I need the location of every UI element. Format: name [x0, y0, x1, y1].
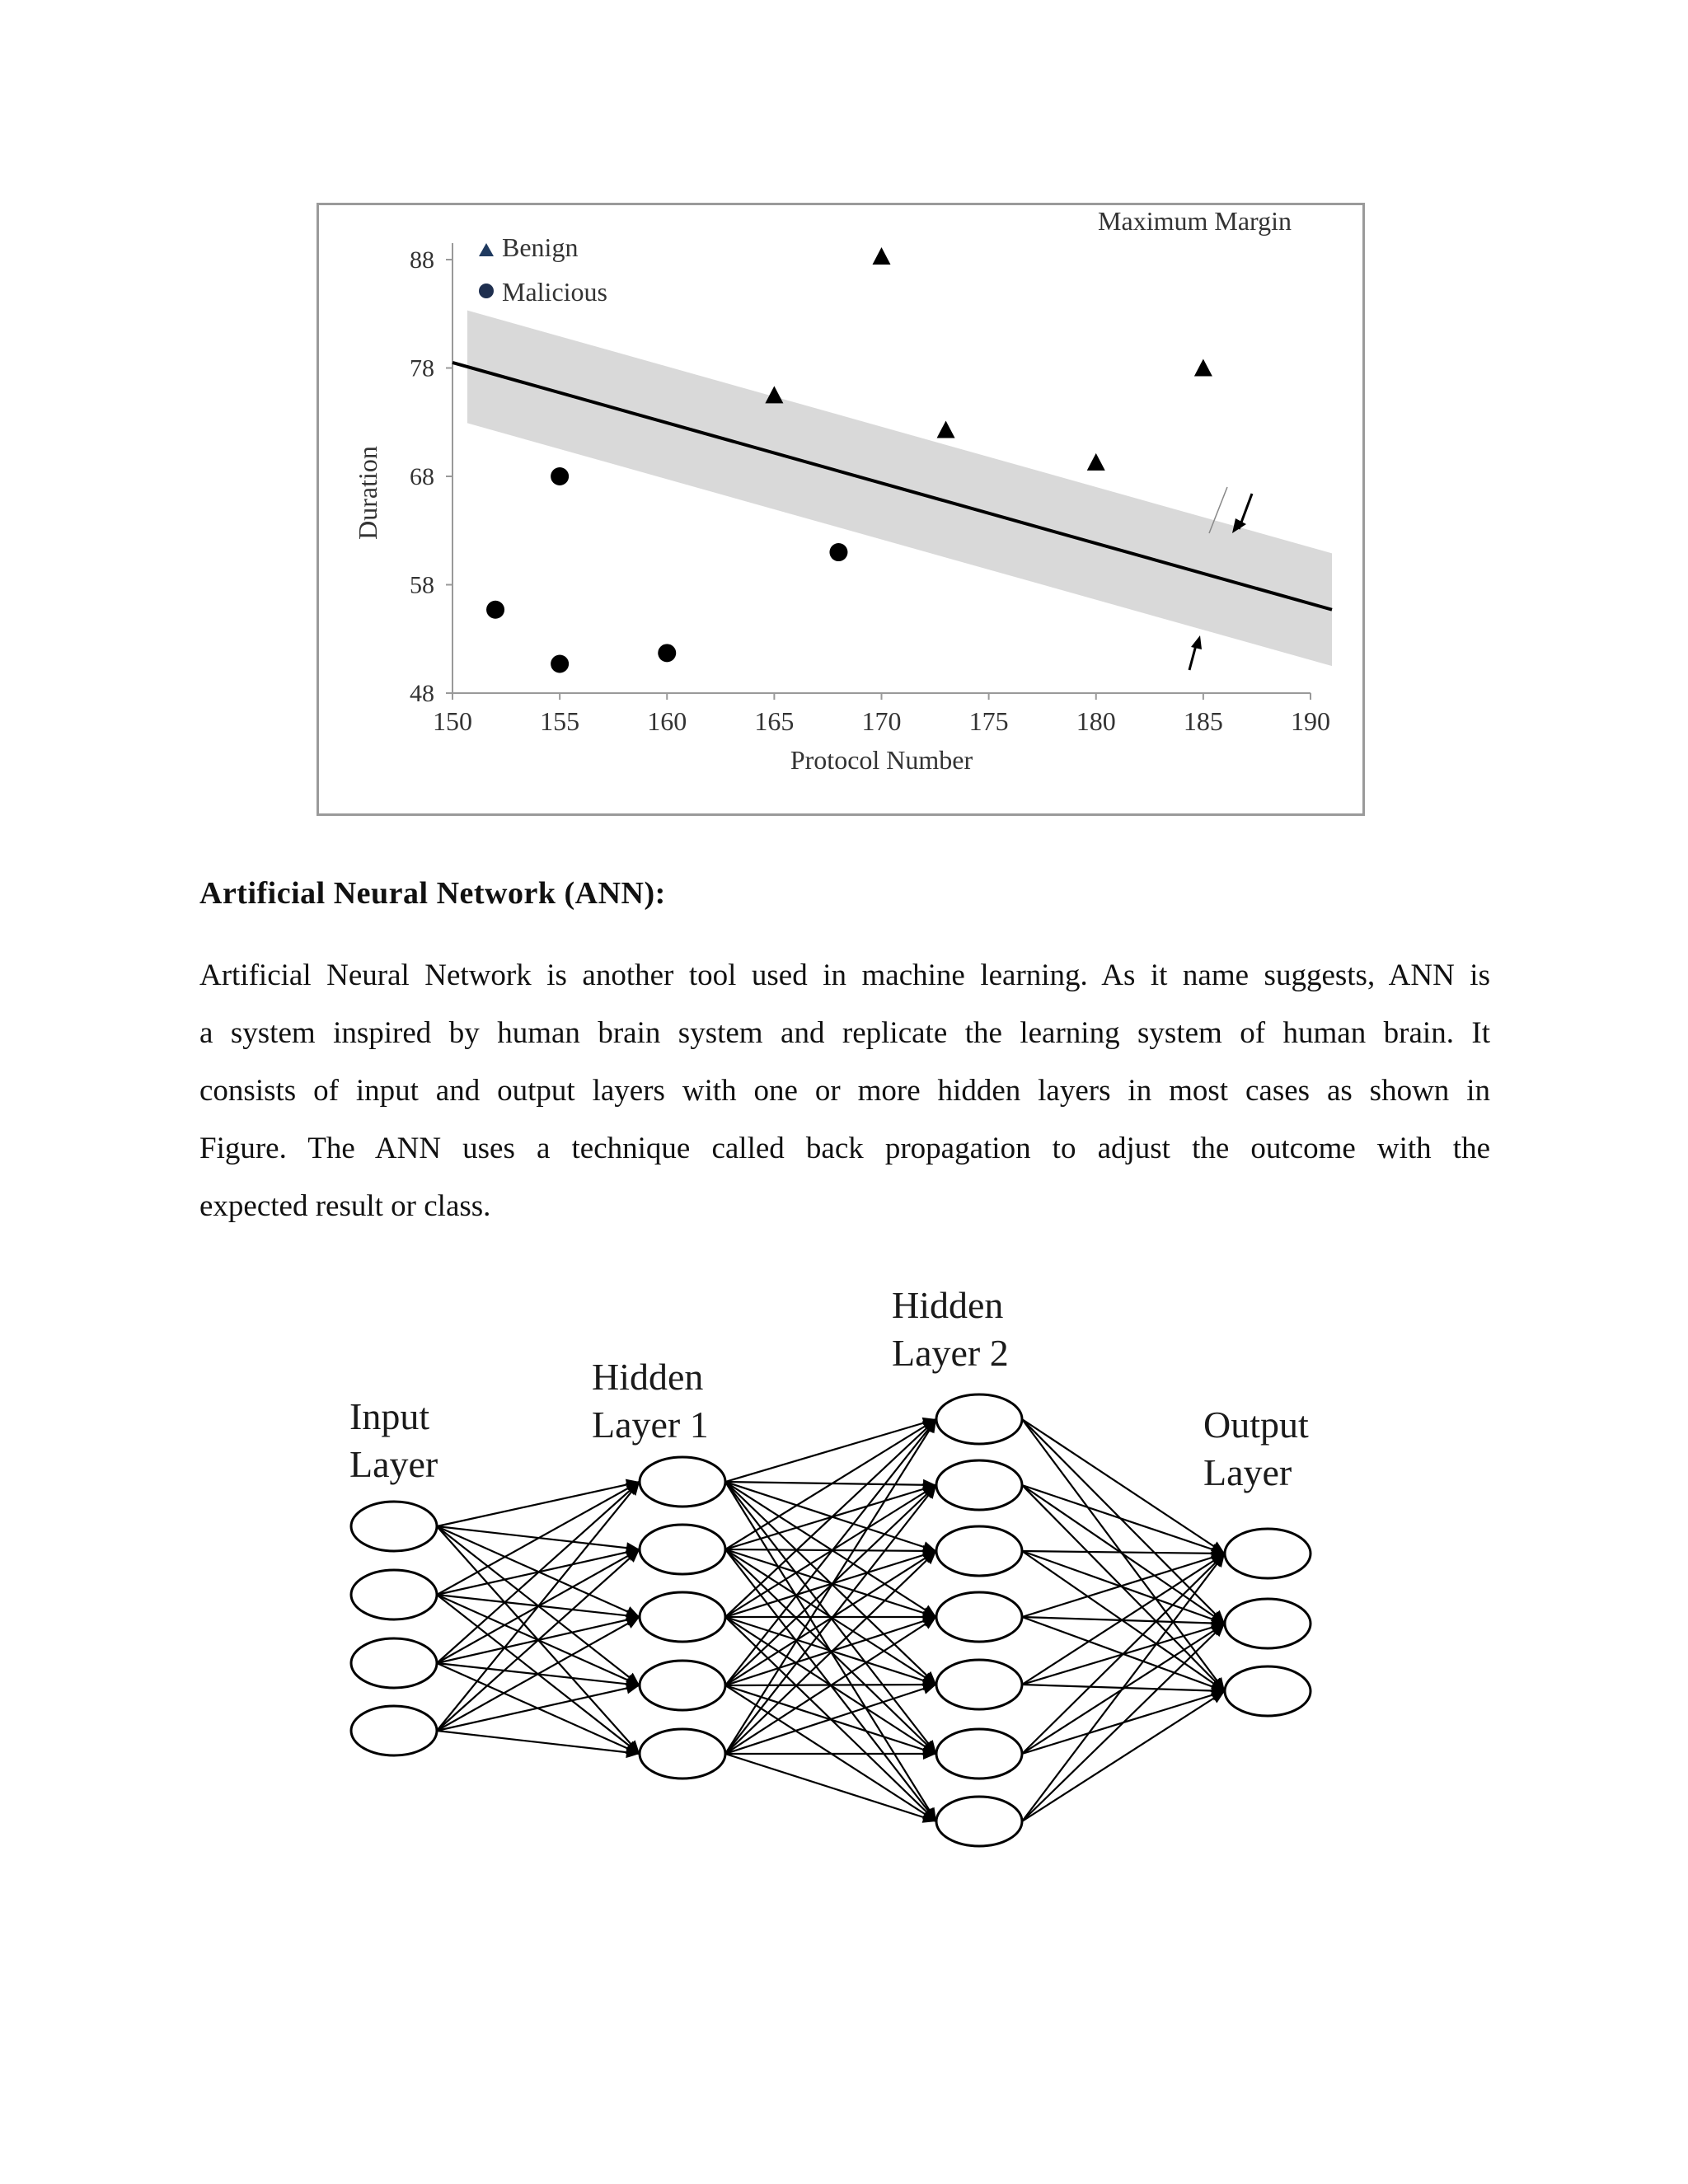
hidden1-node: [640, 1592, 725, 1642]
y-tick-label: 78: [410, 354, 434, 382]
malicious-point: [658, 644, 676, 662]
ann-connection: [725, 1419, 936, 1482]
ann-diagram: [330, 1261, 1368, 1871]
ann-connection: [437, 1549, 640, 1731]
x-tick-label: 190: [1291, 706, 1330, 736]
input-layer-label-line1: Input: [349, 1395, 430, 1437]
hidden2-node: [936, 1797, 1022, 1846]
benign-point: [873, 247, 891, 265]
hidden-layer-1-label: [592, 1353, 709, 1449]
ann-connection: [1022, 1554, 1225, 1821]
ann-connection: [725, 1754, 936, 1821]
margin-arrowhead-bottom: [1191, 635, 1202, 649]
ann-connection: [725, 1419, 936, 1685]
output-layer-label: [1203, 1401, 1309, 1497]
paragraph-line-4: Figure. The ANN uses a technique called back propagation to adjust the outcome with the: [199, 1132, 1490, 1165]
hidden-layer-1-label-line1: Hidden: [592, 1356, 704, 1398]
y-axis-title: Duration: [353, 446, 382, 540]
ann-network-graph: [330, 1261, 1368, 1871]
svm-scatter-chart: [319, 205, 1362, 813]
margin-arrow-bottom: [1189, 645, 1196, 670]
ann-connection: [1022, 1554, 1225, 1685]
output-node: [1225, 1666, 1311, 1716]
benign-point: [1194, 359, 1212, 377]
output-node: [1225, 1529, 1311, 1578]
malicious-point: [551, 654, 569, 673]
y-tick-label: 88: [410, 246, 434, 274]
ann-connection: [1022, 1551, 1225, 1554]
legend-malicious-label: Malicious: [502, 277, 607, 307]
svm-figure: [316, 203, 1365, 816]
paragraph-line-3: consists of input and output layers with one or more hidden layers in most cases as shown in: [199, 1074, 1490, 1108]
x-tick-label: 175: [968, 706, 1009, 736]
input-node: [351, 1706, 437, 1755]
ann-connection: [1022, 1485, 1225, 1624]
hidden1-node: [640, 1525, 725, 1574]
hidden2-node: [936, 1660, 1022, 1709]
hidden-layer-2-label-line1: Hidden: [892, 1284, 1004, 1326]
malicious-point: [486, 601, 504, 619]
y-tick-label: 68: [410, 463, 434, 490]
input-node: [351, 1570, 437, 1619]
ann-connection: [1022, 1554, 1225, 1617]
ann-connection: [437, 1731, 640, 1754]
ann-connection: [1022, 1691, 1225, 1821]
hidden1-node: [640, 1661, 725, 1710]
x-tick-label: 180: [1076, 706, 1116, 736]
output-layer-label-line2: Layer: [1203, 1451, 1292, 1493]
hidden-layer-2-label: [892, 1282, 1009, 1377]
hidden-layer-2-label-line2: Layer 2: [892, 1332, 1009, 1374]
paragraph-line-2: a system inspired by human brain system and replicate the learning system of human brain. It: [199, 1016, 1490, 1050]
ann-connection: [437, 1482, 640, 1663]
x-tick-label: 185: [1183, 706, 1223, 736]
x-tick-label: 160: [647, 706, 687, 736]
hidden2-node: [936, 1394, 1022, 1444]
benign-point: [937, 420, 955, 438]
output-node: [1225, 1599, 1311, 1648]
input-layer-label-line2: Layer: [349, 1443, 438, 1485]
hidden1-node: [640, 1457, 725, 1507]
chart-title: Maximum Margin: [1098, 206, 1292, 236]
malicious-point: [551, 467, 569, 485]
paragraph-line-1: Artificial Neural Network is another tool used in machine learning. As it name suggests, ANN is: [199, 958, 1490, 992]
hidden1-node: [640, 1729, 725, 1779]
ann-connection: [1022, 1419, 1225, 1554]
x-axis-title: Protocol Number: [790, 745, 973, 775]
decision-boundary-line: [452, 363, 1332, 610]
benign-point: [1087, 453, 1105, 471]
hidden2-node: [936, 1592, 1022, 1642]
malicious-point: [829, 543, 847, 561]
ann-arrowhead: [922, 1683, 936, 1694]
output-layer-label-line1: Output: [1203, 1404, 1309, 1446]
ann-connection: [437, 1617, 640, 1731]
paragraph-line-5: expected result or class.: [199, 1189, 491, 1223]
hidden2-node: [936, 1526, 1022, 1576]
x-tick-label: 165: [754, 706, 795, 736]
x-tick-label: 155: [540, 706, 580, 736]
y-tick-label: 58: [410, 571, 434, 599]
hidden2-node: [936, 1729, 1022, 1779]
benign-point: [765, 386, 783, 403]
section-heading: Artificial Neural Network (ANN):: [199, 876, 666, 911]
ann-connection: [1022, 1485, 1225, 1554]
input-node: [351, 1638, 437, 1688]
legend-benign-label: Benign: [502, 232, 579, 262]
legend-malicious-marker: [479, 284, 494, 298]
x-tick-label: 150: [433, 706, 472, 736]
legend-benign-marker: [479, 243, 494, 256]
x-tick-label: 170: [861, 706, 902, 736]
hidden2-node: [936, 1460, 1022, 1510]
y-tick-label: 48: [410, 680, 434, 707]
input-layer-label: [349, 1393, 438, 1488]
ann-connection: [1022, 1551, 1225, 1624]
input-node: [351, 1502, 437, 1551]
hidden-layer-1-label-line2: Layer 1: [592, 1404, 709, 1446]
